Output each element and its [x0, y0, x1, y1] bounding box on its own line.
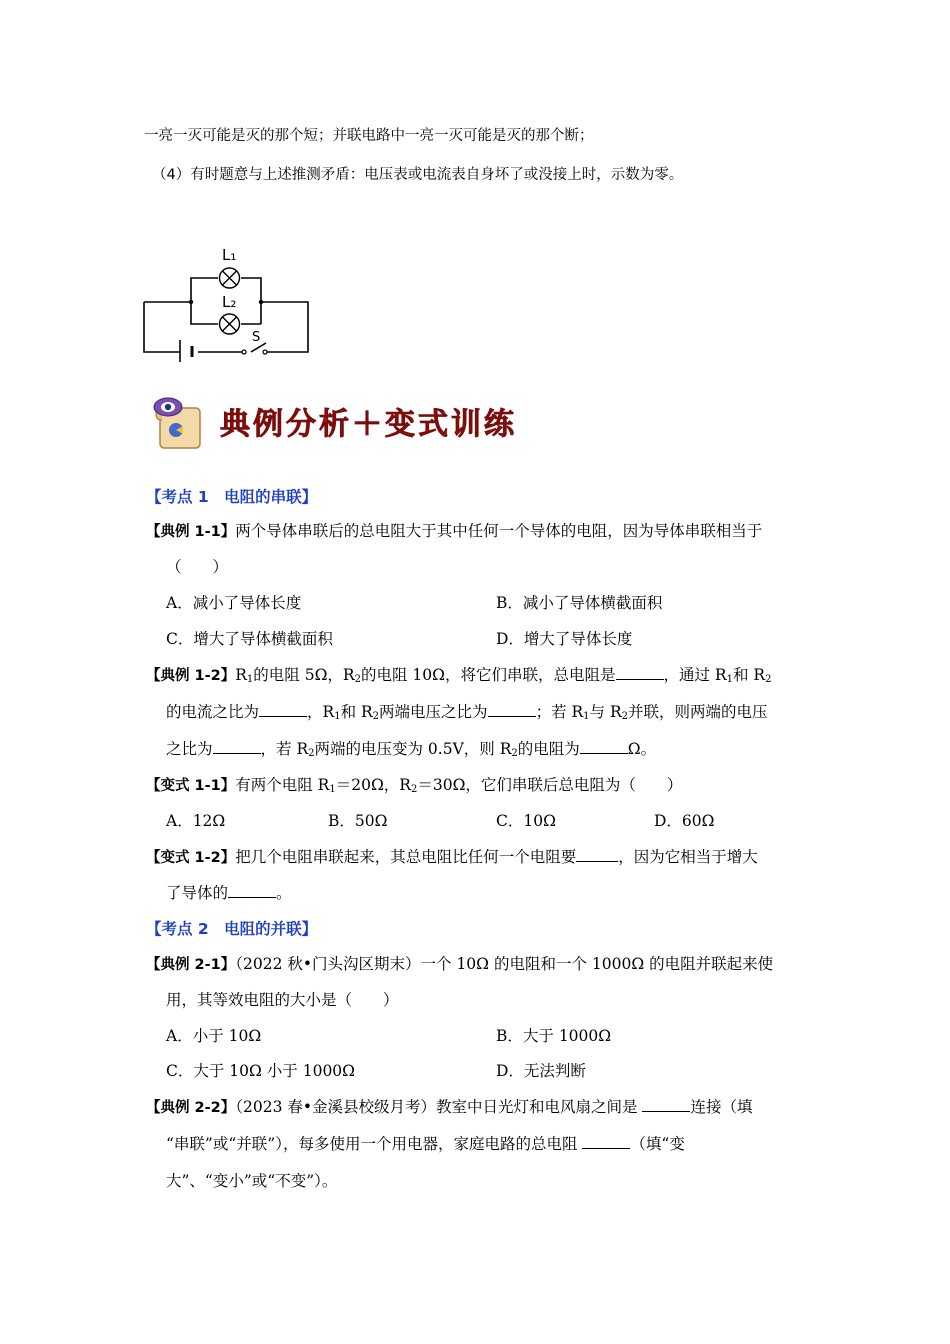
scroll-eye-icon — [154, 398, 200, 448]
example-tag: 【典例 2-2】 — [146, 1100, 236, 1116]
example-2-1-line-1: 【典例 2-1】（2022 秋•门头沟区期末）一个 10Ω 的电阻和一个 1000Ω 的电阻并联起来使 — [146, 955, 774, 973]
variant-1-2-line-2: 了导体的 。 — [166, 884, 292, 902]
answer-bracket: （ ） — [166, 558, 229, 576]
example-tag: 【典例 1-2】 — [146, 668, 236, 684]
answer-blank[interactable] — [576, 847, 618, 862]
section-heading-2: 【考点 2 电阻的并联】 — [146, 920, 318, 938]
example-tag: 【典例 2-1】 — [146, 957, 236, 973]
intro-line-2: （4）有时题意与上述推测矛盾：电压表或电流表自身坏了或没接上时，示数为零。 — [152, 167, 684, 183]
option-c: C．10Ω — [496, 812, 556, 830]
option-b: B．大于 1000Ω — [496, 1027, 612, 1045]
banner-title: 典例分析＋变式训练 — [220, 407, 517, 442]
example-1-2-line-3: 之比为 ，若 $R_2$两端的电压变为 0.5V，则 $R_2$的电阻为 Ω。 — [166, 740, 657, 759]
variant-tag: 【变式 1-1】 — [146, 778, 236, 794]
answer-blank[interactable] — [642, 1097, 690, 1112]
example-2-2-line-1: 【典例 2-2】（2023 春•金溪县校级月考）教室中日光灯和电风扇之间是 连接（填 — [146, 1098, 753, 1116]
example-2-2-line-3: 大”、“变小”或“不变”）。 — [166, 1172, 338, 1190]
answer-blank[interactable] — [213, 739, 261, 754]
option-b: B．50Ω — [328, 812, 388, 830]
variant-tag: 【变式 1-2】 — [146, 850, 236, 866]
parallel-circuit-diagram — [138, 240, 318, 366]
option-c: C．增大了导体横截面积 — [166, 630, 333, 648]
lamp-l1-label: L₁ — [222, 246, 237, 264]
answer-blank[interactable] — [228, 883, 276, 898]
example-1-2-line-2: 的电流之比为 ，$R_1$和 $R_2$两端电压之比为 ；若 $R_1$与 $R_2$并联，则两端的电压 — [166, 703, 768, 722]
variant-1-2-line-1: 【变式 1-2】把几个电阻串联起来，其总电阻比任何一个电阻要 ，因为它相当于增大 — [146, 848, 758, 866]
answer-blank[interactable] — [488, 702, 536, 717]
switch-label: S — [252, 330, 261, 345]
example-2-2-line-2: “串联”或“并联”），每多使用一个用电器，家庭电路的总电阻 （填“变 — [166, 1135, 685, 1153]
option-d: D．60Ω — [654, 812, 715, 830]
variant-1-1-stem: 【变式 1-1】有两个电阻 $R_1=20\Omega$，$R_2=30\Omega$，它们串联后总电阻为（ ） — [146, 776, 683, 795]
example-tag: 【典例 1-1】 — [146, 524, 236, 540]
answer-blank[interactable] — [616, 665, 664, 680]
option-a: A．小于 10Ω — [166, 1027, 262, 1045]
lamp-l2-label: L₂ — [222, 293, 237, 311]
intro-line-1: 一亮一灭可能是灭的那个短；并联电路中一亮一灭可能是灭的那个断； — [144, 128, 594, 144]
answer-blank[interactable] — [580, 739, 628, 754]
lamp-l1-icon — [220, 268, 240, 288]
section-banner — [148, 394, 548, 450]
option-a: A．减小了导体长度 — [166, 594, 302, 612]
example-1-1-stem — [146, 520, 762, 543]
question-text: 两个导体串联后的总电阻大于其中任何一个导体的电阻，因为导体串联相当于 — [235, 522, 763, 540]
answer-blank[interactable] — [259, 702, 307, 717]
section-heading-1: 【考点 1 电阻的串联】 — [146, 488, 318, 506]
answer-blank[interactable] — [582, 1134, 630, 1149]
option-b: B．减小了导体横截面积 — [496, 594, 663, 612]
example-2-1-line-2: 用，其等效电阻的大小是（ ） — [166, 991, 399, 1009]
option-c: C．大于 10Ω 小于 1000Ω — [166, 1062, 356, 1080]
example-1-2-line-1: 【典例 1-2】$R_1$的电阻 5Ω，$R_2$的电阻 10Ω，将它们串联，总电阻是 ，通过 $R_1$和 $R_2$ — [146, 666, 772, 685]
lamp-l2-icon — [220, 314, 240, 334]
option-a: A．12Ω — [166, 812, 226, 830]
option-d: D．无法判断 — [496, 1062, 586, 1080]
option-d: D．增大了导体长度 — [496, 630, 633, 648]
